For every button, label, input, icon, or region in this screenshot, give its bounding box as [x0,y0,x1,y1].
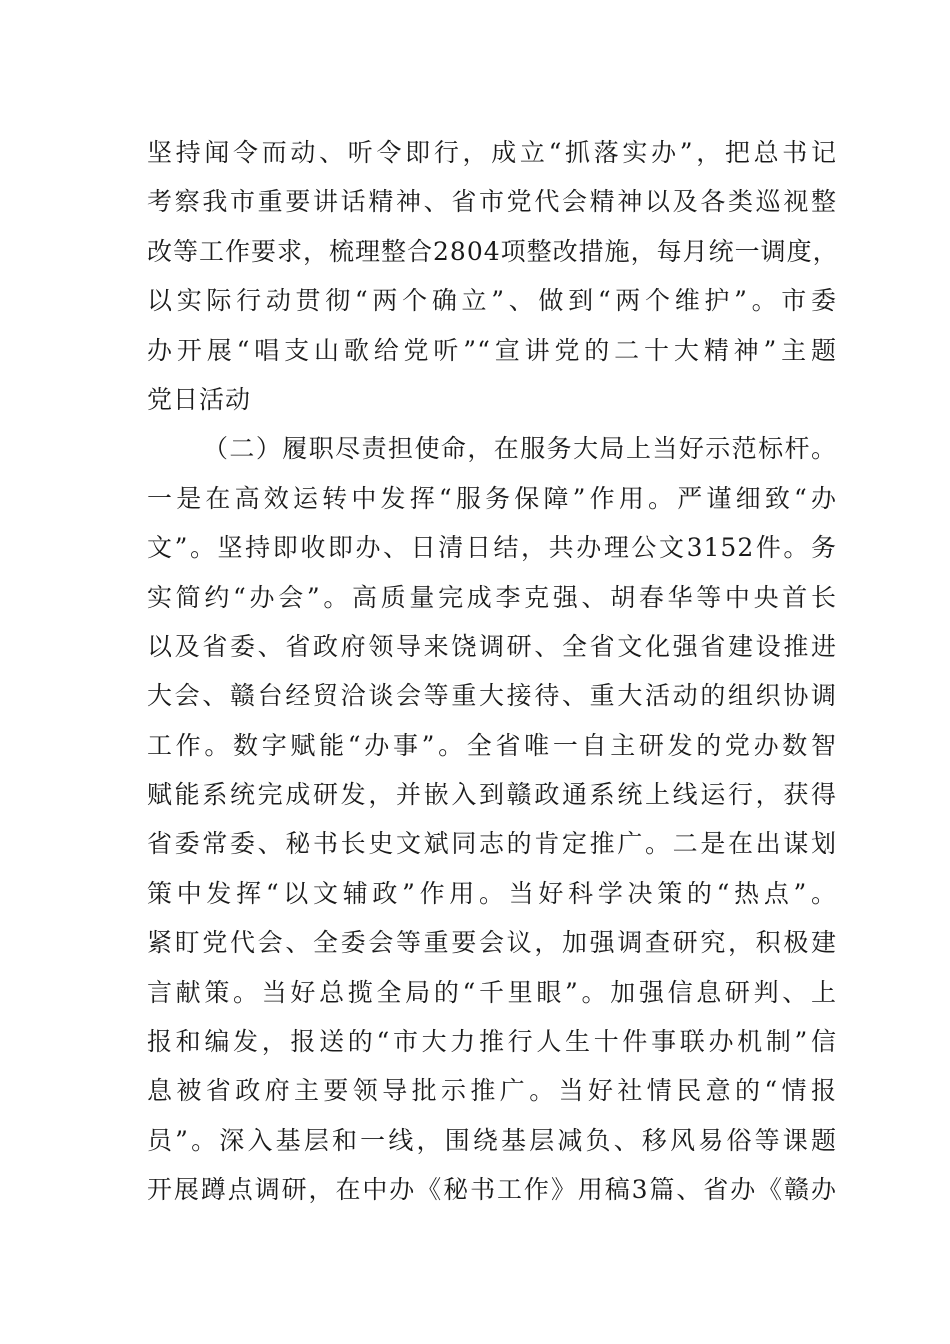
text-line: 策中发挥“以文辅政”作用。当好科学决策的“热点”。 [147,878,837,908]
text-line: 开展蹲点调研，在中办《秘书工作》用稿3篇、省办《赣办 [147,1175,837,1205]
section-heading-line: （二）履职尽责担使命，在服务大局上当好示范标杆。 [203,434,837,464]
text-line: 员”。深入基层和一线，围绕基层减负、移风易俗等课题 [147,1125,837,1155]
body-text [147,128,837,1215]
text-line: 考察我市重要讲话精神、省市党代会精神以及各类巡视整 [147,187,837,217]
text-line: 报和编发，报送的“市大力推行人生十件事联办机制”信 [147,1027,837,1057]
text-line: 文”。坚持即收即办、日清日结，共办理公文3152件。务 [147,533,837,563]
text-line: 赋能系统完成研发，并嵌入到赣政通系统上线运行，获得 [147,780,837,810]
text-line: 言献策。当好总揽全局的“千里眼”。加强信息研判、上 [147,977,837,1007]
text-line: 大会、赣台经贸洽谈会等重大接待、重大活动的组织协调 [147,681,837,711]
text-line: 省委常委、秘书长史文斌同志的肯定推广。二是在出谋划 [147,829,837,859]
text-line: 紧盯党代会、全委会等重要会议，加强调查研究，积极建 [147,928,837,958]
text-line: 实简约“办会”。高质量完成李克强、胡春华等中央首长 [147,582,837,612]
text-line: 一是在高效运转中发挥“服务保障”作用。严谨细致“办 [147,483,837,513]
text-line: 息被省政府主要领导批示推广。当好社情民意的“情报 [147,1076,837,1106]
text-line: 办开展“唱支山歌给党听”“宣讲党的二十大精神”主题 [147,335,837,365]
text-line: 以及省委、省政府领导来饶调研、全省文化强省建设推进 [147,631,837,661]
text-line: 坚持闻令而动、听令即行，成立“抓落实办”，把总书记 [147,138,837,167]
text-line: 工作。数字赋能“办事”。全省唯一自主研发的党办数智 [147,730,837,760]
text-line: 改等工作要求，梳理整合2804项整改措施，每月统一调度， [147,236,839,266]
text-line: 以实际行动贯彻“两个确立”、做到“两个维护”。市委 [147,286,837,316]
text-line: 党日活动 [147,384,252,414]
